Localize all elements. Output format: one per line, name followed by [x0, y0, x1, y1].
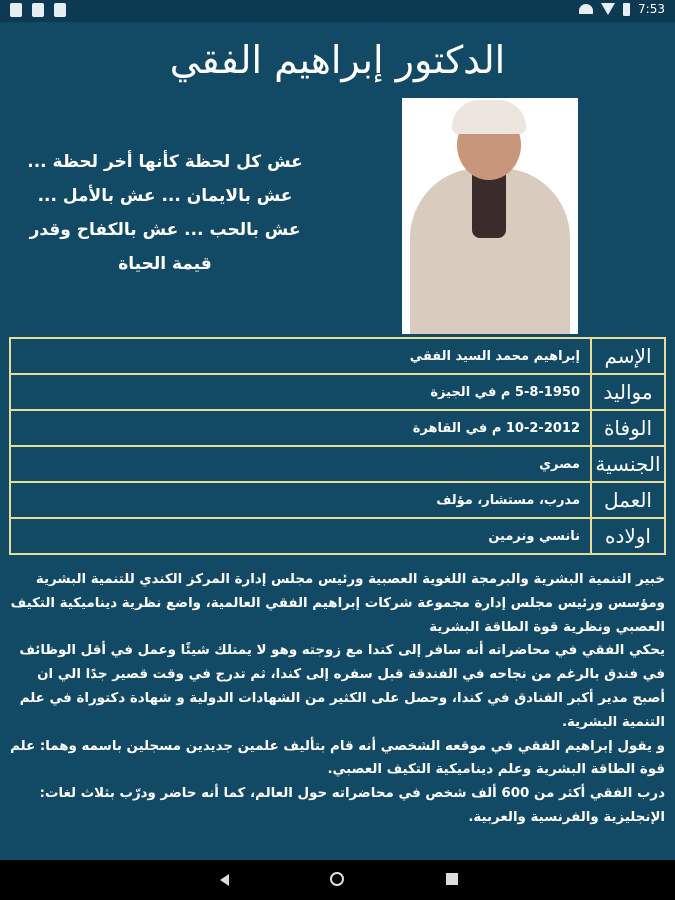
bio-paragraph: درب الفقي أكثر من 600 ألف شخص في محاضراته حول العالم، كما أنه حاضر ودرّب بثلاث لغات: الإنجليزية والفرنسية والعربية. — [39, 786, 665, 825]
status-bar — [0, 0, 675, 22]
bio-paragraph: يحكي الفقي في محاضراته أنه سافر إلى كندا مع زوجته وهو لا يمتلك شيئًا وعمل في أقل الوظائف في فندق بالرغم من نجاحه في الفندقة قبل سفره إلى كندا، ثم تدرج في وقت قصير جدًا الي ان أصبح مدير أكبر الفنادق في كندا، وحصل على الكثير من الشهادات الدولية و شهادة دكتوراة في علم التنمية البشرية. — [19, 643, 665, 730]
info-value: 10-2-2012 م في القاهرة — [10, 410, 591, 446]
bio-paragraph: و يقول إبراهيم الفقي في موقعه الشخصي أنه قام بتأليف علمين جديدين مسجلين باسمه وهما: علم قوة الطاقة البشرية وعلم ديناميكية التكيف العصبي. — [10, 738, 665, 778]
navigation-bar — [0, 860, 675, 900]
wifi-icon — [579, 4, 593, 14]
gallery-icon — [10, 3, 22, 17]
info-label: اولاده — [591, 518, 665, 554]
info-label: مواليد — [591, 374, 665, 410]
info-label: الإسم — [591, 338, 665, 374]
info-row-children — [10, 518, 665, 554]
signal-icon — [601, 3, 615, 15]
portrait-image — [402, 98, 578, 334]
status-left-icons — [10, 3, 66, 17]
portrait-hair — [452, 100, 526, 134]
back-icon[interactable] — [220, 874, 229, 886]
info-value: مصري — [10, 446, 591, 482]
home-icon[interactable] — [330, 872, 344, 886]
info-value: إبراهيم محمد السيد الفقي — [10, 338, 591, 374]
info-value: مدرب، مستشار، مؤلف — [10, 482, 591, 518]
info-row-name — [10, 338, 665, 374]
status-right-icons — [579, 2, 665, 16]
quote-text: عش كل لحظة كأنها أخر لحظة ... عش بالايمان ... عش بالأمل ... عش بالحب ... عش بالكفاح وقدر قيمة الحياة — [27, 152, 303, 274]
info-row-birth — [10, 374, 665, 410]
info-label: العمل — [591, 482, 665, 518]
info-label: الجنسية — [591, 446, 665, 482]
image-icon — [32, 3, 44, 17]
page-title: الدكتور إبراهيم الفقي — [169, 38, 506, 82]
info-row-nationality — [10, 446, 665, 482]
info-row-work — [10, 482, 665, 518]
recents-icon[interactable] — [446, 873, 458, 885]
battery-icon — [623, 3, 630, 16]
status-time: 7:53 — [638, 2, 665, 16]
sd-card-icon — [54, 3, 66, 17]
bio-paragraph: خبير التنمية البشرية والبرمجة اللغوية العصبية ورئيس مجلس إدارة المركز الكندي للتنمية البشرية ومؤسس ورئيس مجلس إدارة مجموعة شركات إبراهيم الفقي العالمية، واضع نظرية ديناميكية التكيف العصبي ونظرية قوة الطاقة البشرية — [10, 572, 665, 635]
info-label: الوفاة — [591, 410, 665, 446]
info-value: 5-8-1950 م في الجيزة — [10, 374, 591, 410]
info-table — [9, 337, 666, 555]
info-row-death — [10, 410, 665, 446]
biography-text — [10, 568, 665, 858]
info-value: نانسي ونرمين — [10, 518, 591, 554]
